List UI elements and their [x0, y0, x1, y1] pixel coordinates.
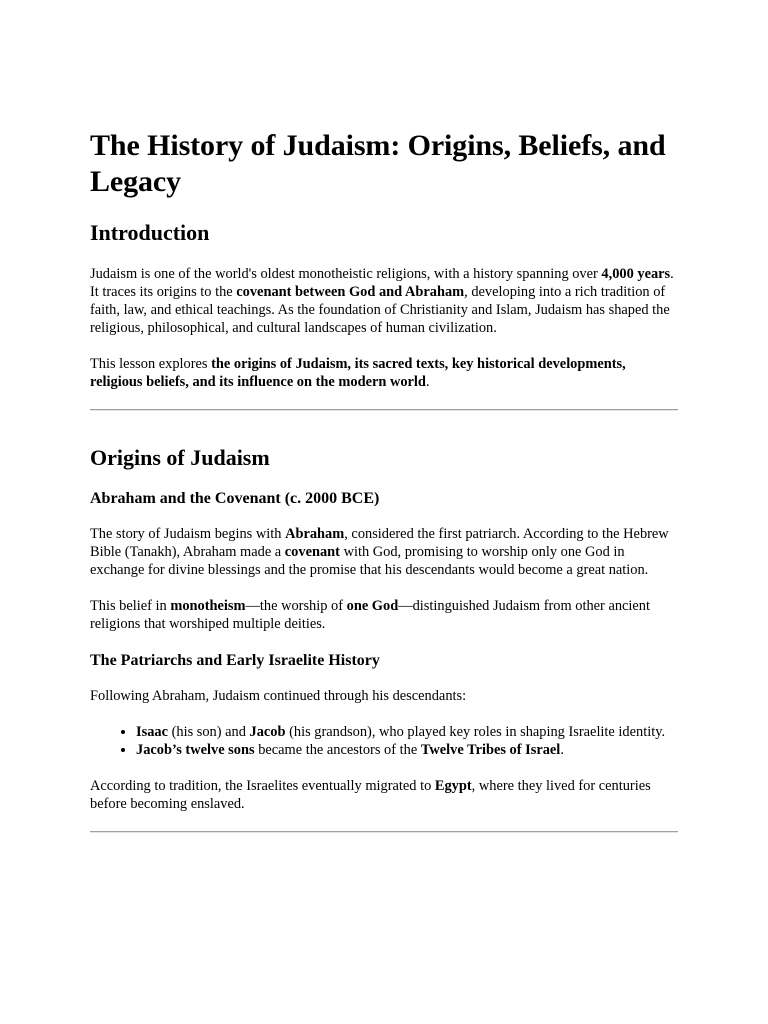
- section-heading-origins: Origins of Judaism: [90, 445, 270, 470]
- bold-text: 4,000 years: [601, 266, 671, 282]
- text-run: The story of Judaism begins with: [90, 526, 286, 542]
- text-run: , where they lived for centuries before becoming enslaved.: [90, 778, 651, 812]
- text-run: , developing into a rich tradition of faith, law, and ethical teachings. As the foundation of Christianity and Islam, Judaism has shaped the religious, philosophical, and cultural landscapes of human civilization.: [90, 284, 670, 336]
- intro-paragraph-2: [90, 355, 678, 391]
- subsection-heading-abraham: Abraham and the Covenant (c. 2000 BCE): [90, 490, 380, 507]
- abraham-paragraph-1: [90, 525, 678, 579]
- patriarchs-paragraph-2: [90, 777, 678, 813]
- text-run: (his grandson), who played key roles in shaping Israelite identity.: [285, 724, 666, 740]
- text-run: became the ancestors of the: [254, 742, 421, 758]
- bold-text: Abraham: [285, 526, 345, 542]
- bold-text: Isaac: [136, 724, 168, 740]
- list-item: [136, 741, 678, 759]
- bold-text: covenant: [284, 544, 340, 560]
- abraham-paragraph-2: [90, 597, 678, 633]
- text-run: with God, promising to worship only one God in exchange for divine blessings and the promise that his descendants would become a great nation.: [90, 544, 649, 578]
- subsection-heading-patriarchs: The Patriarchs and Early Israelite History: [90, 652, 380, 669]
- bold-text: monotheism: [170, 598, 246, 614]
- list-item: [136, 723, 678, 741]
- text-run: —the worship of: [245, 598, 347, 614]
- text-run: , considered the first patriarch. According to the Hebrew Bible (Tanakh), Abraham made a: [90, 526, 669, 560]
- text-run: .: [560, 742, 564, 758]
- bold-text: Jacob: [249, 724, 286, 740]
- text-run: (his son) and: [167, 724, 250, 740]
- section-divider: [90, 831, 678, 833]
- bold-text: the origins of Judaism, its sacred texts, key historical developments, religious beliefs, and its influence on the modern world: [90, 356, 626, 390]
- bold-text: covenant between God and Abraham: [236, 284, 465, 300]
- patriarchs-paragraph-1: Following Abraham, Judaism continued through his descendants:: [90, 688, 467, 704]
- text-run: —distinguished Judaism from other ancient religions that worshiped multiple deities.: [90, 598, 650, 632]
- bold-text: Jacob’s twelve sons: [136, 742, 255, 758]
- descendants-list: [90, 723, 678, 759]
- text-run: . It traces its origins to the: [90, 266, 674, 300]
- section-heading-introduction: Introduction: [90, 220, 210, 245]
- bold-text: Egypt: [434, 778, 472, 794]
- intro-paragraph-1: [90, 265, 678, 337]
- bold-text: Twelve Tribes of Israel: [420, 742, 561, 758]
- page-title: The History of Judaism: Origins, Beliefs, and Legacy: [90, 129, 666, 198]
- text-run: This lesson explores: [90, 356, 212, 372]
- text-run: Judaism is one of the world's oldest monotheistic religions, with a history spanning over: [90, 266, 602, 282]
- document-page: [90, 128, 678, 833]
- text-run: This belief in: [90, 598, 171, 614]
- text-run: .: [425, 374, 430, 390]
- text-run: According to tradition, the Israelites eventually migrated to: [90, 778, 435, 794]
- section-divider: [90, 409, 678, 411]
- bold-text: one God: [346, 598, 399, 614]
